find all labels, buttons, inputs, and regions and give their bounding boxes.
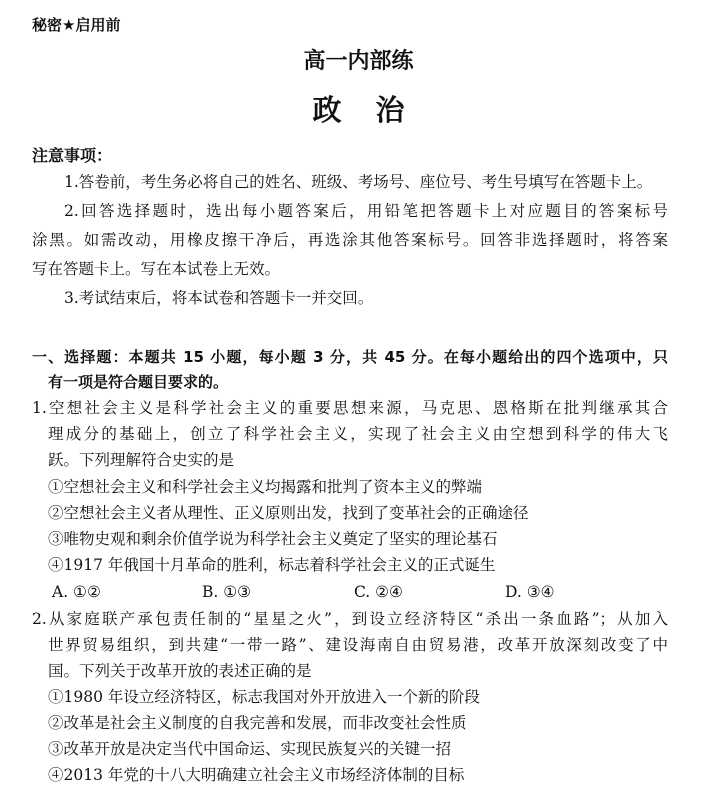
question-1-stem-line-3: 跃。下列理解符合史实的是	[48, 451, 235, 469]
notes-title: 注意事项：	[32, 146, 113, 165]
note-item-3: 3.考试结束后，将本试卷和答题卡一并交回。	[64, 289, 374, 307]
note-item-2-line-3: 写在答题卡上。写在本试卷上无效。	[32, 260, 281, 278]
question-1-statement-4: ④1917 年俄国十月革命的胜利，标志着科学社会主义的正式诞生	[48, 556, 496, 574]
question-2-statement-2: ②改革是社会主义制度的自我完善和发展，而非改变社会性质	[48, 714, 467, 732]
note-item-1: 1.答卷前，考生务必将自己的姓名、班级、考场号、座位号、考生号填写在答题卡上。	[64, 173, 653, 191]
question-1-statement-2: ②空想社会主义者从理性、正义原则出发，找到了变革社会的正确途径	[48, 504, 529, 522]
question-1-statement-1: ①空想社会主义和科学社会主义均揭露和批判了资本主义的弊端	[48, 478, 483, 496]
subject-title: 政治	[312, 93, 439, 127]
question-1-stem-line-2: 理成分的基础上，创立了科学社会主义，实现了社会主义由空想到科学的伟大飞	[48, 425, 668, 443]
confidential-mark: 秘密★启用前	[32, 16, 121, 34]
question-1-statement-3: ③唯物史观和剩余价值学说为科学社会主义奠定了坚实的理论基石	[48, 530, 498, 548]
question-1-option-a: A. ①②	[52, 583, 101, 601]
question-2-statement-3: ③改革开放是决定当代中国命运、实现民族复兴的关键一招	[48, 740, 452, 758]
question-1-option-b: B. ①③	[202, 583, 252, 601]
question-2-statement-4: ④2013 年党的十八大明确建立社会主义市场经济体制的目标	[48, 766, 465, 784]
section-heading-line-2: 有一项是符合题目要求的。	[48, 373, 229, 391]
question-2-statement-1: ①1980 年设立经济特区，标志我国对外开放进入一个新的阶段	[48, 688, 480, 706]
question-1-option-d: D. ③④	[505, 583, 555, 601]
question-2-stem-line-2: 世界贸易组织，到共建“一带一路”、建设海南自由贸易港，改革开放深刻改变了中	[48, 636, 668, 654]
question-2-stem-line-1: 2.从家庭联产承包责任制的“星星之火”，到设立经济特区“杀出一条血路”；从加入	[32, 610, 668, 628]
section-heading-line-1: 一、选择题：本题共 15 小题，每小题 3 分，共 45 分。在每小题给出的四个选项中，只	[32, 348, 668, 366]
note-item-2-line-2: 涂黑。如需改动，用橡皮擦干净后，再选涂其他答案标号。回答非选择题时，将答案	[32, 231, 668, 249]
question-2-stem-line-3: 国。下列关于改革开放的表述正确的是	[48, 662, 312, 680]
question-1-option-c: C. ②④	[354, 583, 403, 601]
exam-title: 高一内部练	[303, 49, 414, 74]
note-item-2-line-1: 2.回答选择题时，选出每小题答案后，用铅笔把答题卡上对应题目的答案标号	[64, 202, 668, 220]
question-1-stem-line-1: 1.空想社会主义是科学社会主义的重要思想来源，马克思、恩格斯在批判继承其合	[32, 399, 668, 417]
